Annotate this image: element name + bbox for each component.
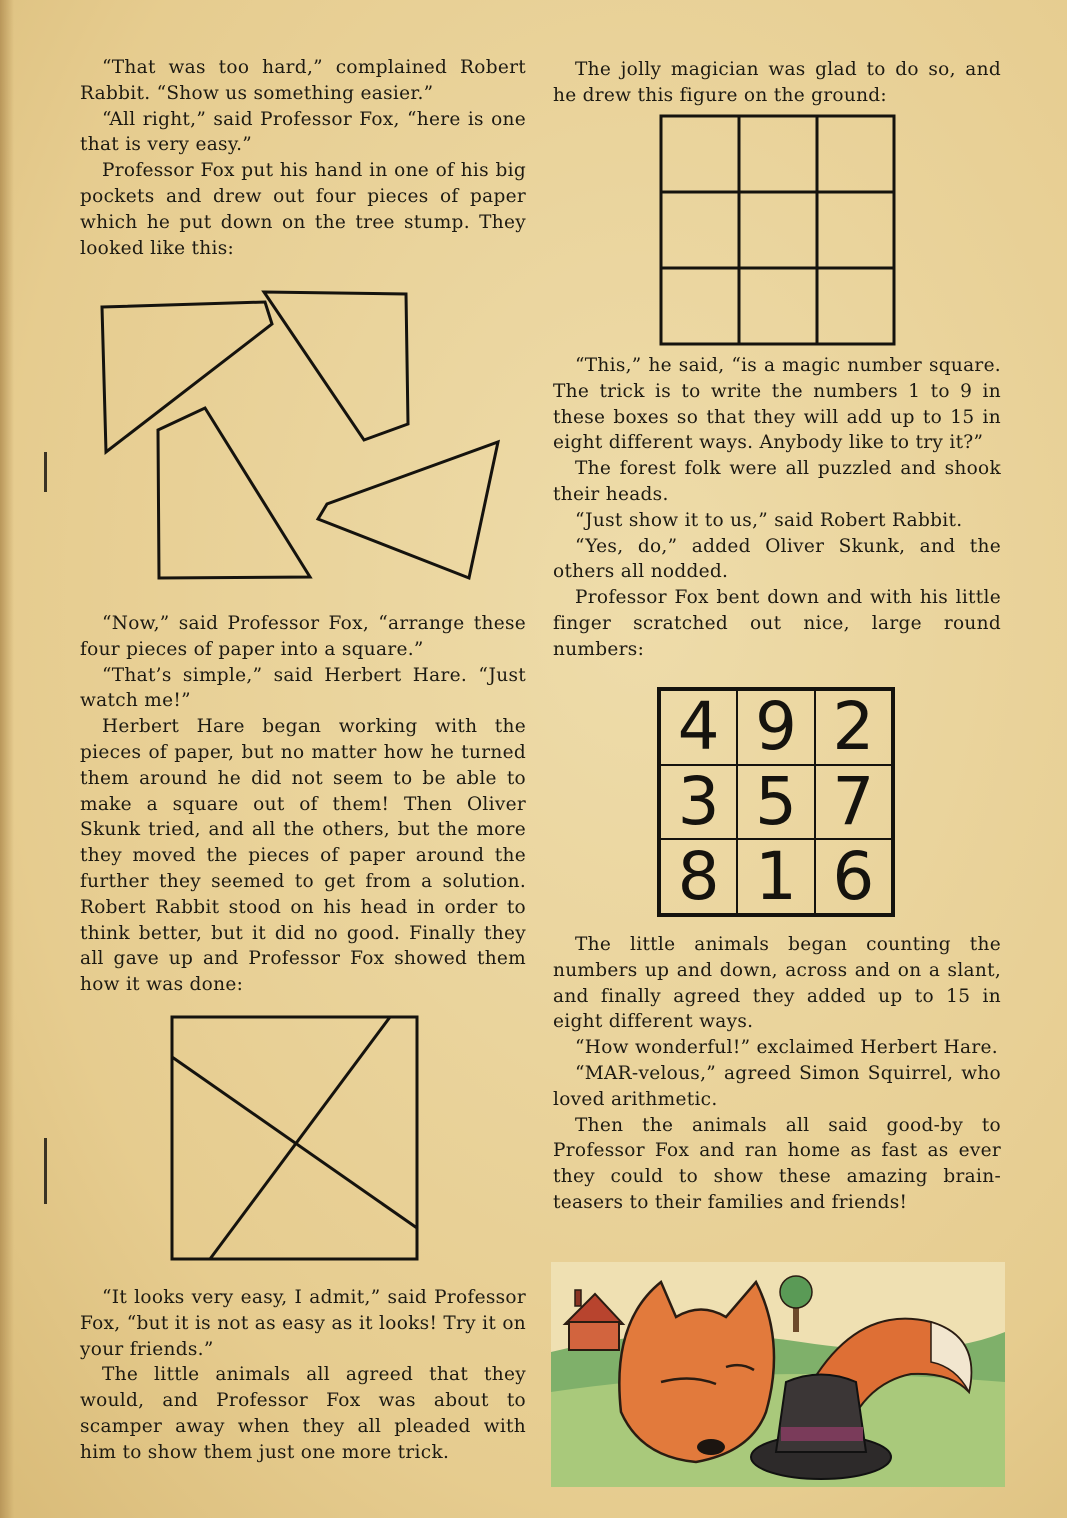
- paper-piece-2: [264, 292, 408, 440]
- magic-square-cell: 4: [660, 690, 737, 765]
- paragraph: “Now,” said Professor Fox, “arrange these four pieces of paper into a square.”: [80, 613, 526, 660]
- magic-square-cell: 7: [815, 765, 892, 840]
- paragraph: “It looks very easy, I admit,” said Professor Fox, “but it is not as easy as it looks! Try it on your friends.”: [80, 1287, 526, 1360]
- magic-square-cell: 9: [737, 690, 814, 765]
- paragraph: “Yes, do,” added Oliver Skunk, and the others all nodded.: [553, 535, 1001, 583]
- professor-fox-illustration: [551, 1262, 1005, 1487]
- paragraph: Herbert Hare began working with the pieces of paper, but no matter how he turned them around he did not seem to be able to make a square out of them! Then Oliver Skunk tried, and all the others, but the more they moved the pieces of paper around the further they seemed to get from a solution. Robert Rabbit stood on his head in order to think better, but it did no good. Finally they all gave up and Professor Fox showed them how it was done:: [80, 716, 526, 996]
- paragraph: “This,” he said, “is a magic number square. The trick is to write the numbers 1 to 9 in these boxes so that they will add up to 15 in eight different ways. Anybody like to try it?”: [553, 355, 1001, 454]
- magic-square-cell: 2: [815, 690, 892, 765]
- paragraph: “That’s simple,” said Herbert Hare. “Just watch me!”: [80, 664, 526, 712]
- fox-head-icon: [619, 1282, 774, 1462]
- page-binding-shadow: [0, 0, 14, 1518]
- magic-square-cell: 6: [815, 839, 892, 914]
- left-column-middle: [80, 611, 526, 998]
- paper-piece-1: [102, 302, 272, 452]
- solution-square-figure: [168, 1012, 422, 1264]
- paragraph: Professor Fox put his hand in one of his big pockets and drew out four pieces of paper which he put down on the tree stump. They looked like this:: [80, 160, 526, 259]
- magic-square-cell: 1: [737, 839, 814, 914]
- left-column-end: [80, 1285, 526, 1466]
- paper-piece-4: [318, 442, 498, 578]
- paragraph: “MAR-velous,” agreed Simon Squirrel, who loved arithmetic.: [553, 1062, 1001, 1110]
- paragraph: “How wonderful!” exclaimed Herbert Hare.: [575, 1037, 998, 1059]
- paragraph: The little animals began counting the numbers up and down, across and on a slant, and finally agreed they added up to 15 in eight different ways.: [553, 934, 1001, 1033]
- left-column-intro: [80, 55, 526, 261]
- paper-piece-3: [158, 408, 310, 578]
- right-column-middle: [553, 353, 1001, 663]
- paragraph: “Just show it to us,” said Robert Rabbit.: [575, 509, 963, 531]
- magic-square-grid: [657, 687, 895, 917]
- four-paper-pieces-figure: [95, 282, 505, 587]
- paragraph: The little animals all agreed that they would, and Professor Fox was about to scamper away when they all pleaded with him to show them just one more trick.: [80, 1364, 526, 1463]
- right-column-end: [553, 932, 1001, 1216]
- paragraph: Professor Fox bent down and with his little finger scratched out nice, large round numbers:: [553, 587, 1001, 660]
- paragraph: “All right,” said Professor Fox, “here is one that is very easy.”: [80, 108, 526, 156]
- right-column-intro: [553, 57, 1001, 109]
- paragraph: The forest folk were all puzzled and shook their heads.: [553, 458, 1001, 505]
- empty-number-grid-figure: [657, 112, 898, 348]
- magic-square-cell: 3: [660, 765, 737, 840]
- magic-square-cell: 8: [660, 839, 737, 914]
- staple-top: [44, 452, 53, 492]
- staple-bottom: [44, 1138, 53, 1204]
- paragraph: The jolly magician was glad to do so, and he drew this figure on the ground:: [553, 59, 1001, 106]
- paragraph: “That was too hard,” complained Robert Rabbit. “Show us something easier.”: [80, 57, 526, 104]
- magic-square-cell: 5: [737, 765, 814, 840]
- paragraph: Then the animals all said good-by to Professor Fox and ran home as fast as ever they could to show these amazing brain-teasers to their families and friends!: [553, 1114, 1001, 1213]
